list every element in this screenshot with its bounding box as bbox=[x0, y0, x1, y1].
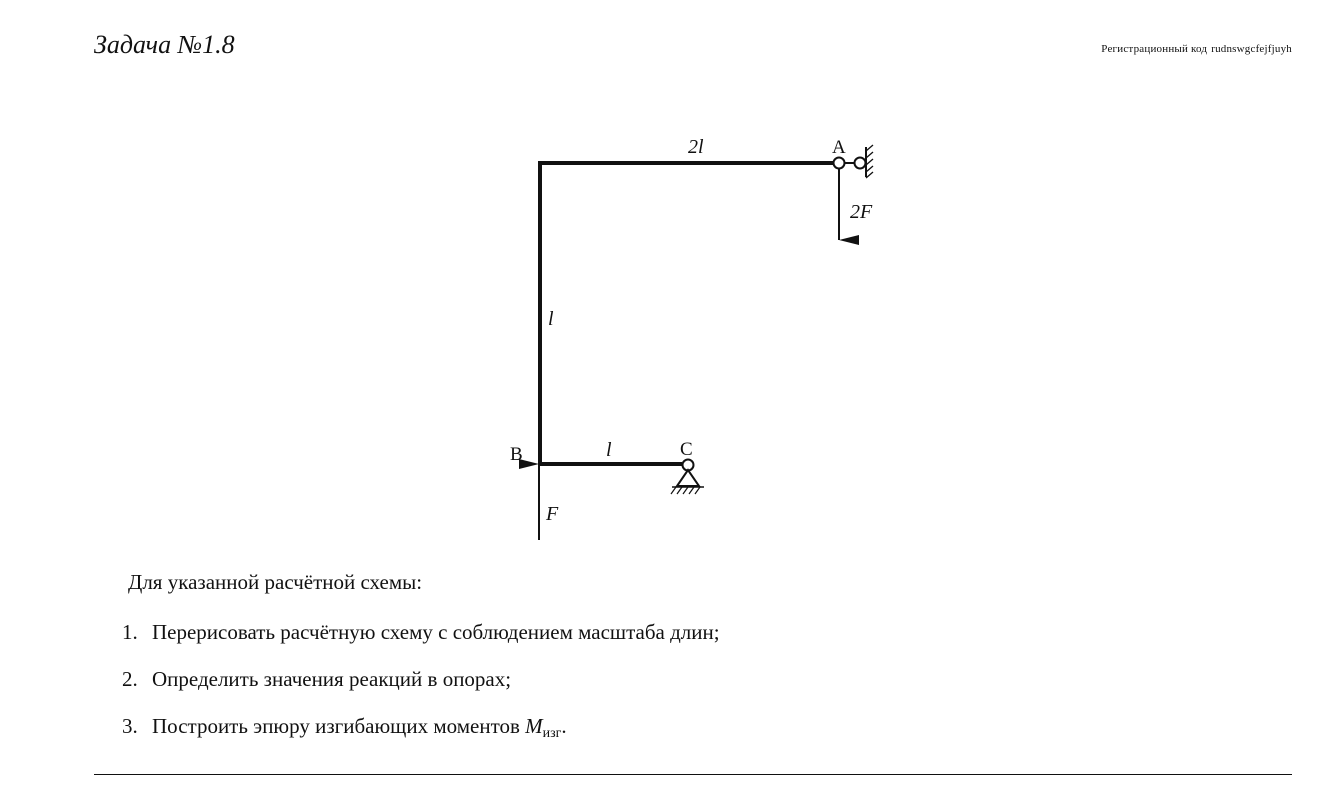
point-label-c: C bbox=[680, 439, 693, 460]
length-label-top: 2l bbox=[688, 136, 704, 158]
moment-symbol: M bbox=[525, 714, 543, 738]
bottom-divider bbox=[94, 774, 1292, 775]
task-title: Задача №1.8 bbox=[94, 30, 235, 59]
task-text: Определить значения реакций в опорах; bbox=[152, 667, 512, 691]
list-item bbox=[122, 714, 720, 761]
point-label-a: A bbox=[832, 137, 846, 158]
task-number: 2. bbox=[122, 667, 138, 691]
list-item bbox=[122, 620, 720, 667]
intro-text: Для указанной расчётной схемы: bbox=[128, 570, 423, 594]
moment-subscript: изг bbox=[542, 726, 562, 741]
list-item bbox=[122, 667, 720, 714]
force-label-2f: 2F bbox=[850, 201, 873, 223]
task-text: Построить эпюру изгибающих моментов bbox=[152, 714, 526, 738]
registration-code-value: rudnswgcfejfjuyh bbox=[1211, 43, 1292, 55]
task-list bbox=[122, 620, 720, 761]
task-number: 1. bbox=[122, 620, 138, 644]
length-label-vertical: l bbox=[548, 308, 554, 330]
force-label-f: F bbox=[546, 503, 559, 525]
point-label-b: B bbox=[510, 444, 523, 465]
task-number: 3. bbox=[122, 714, 138, 738]
length-label-bottom: l bbox=[606, 439, 612, 461]
task-text: Перерисовать расчётную схему с соблюдением масштаба длин; bbox=[152, 620, 720, 644]
registration-code-label: Регистрационный код bbox=[1101, 43, 1208, 55]
task-end-punct: . bbox=[561, 714, 567, 738]
